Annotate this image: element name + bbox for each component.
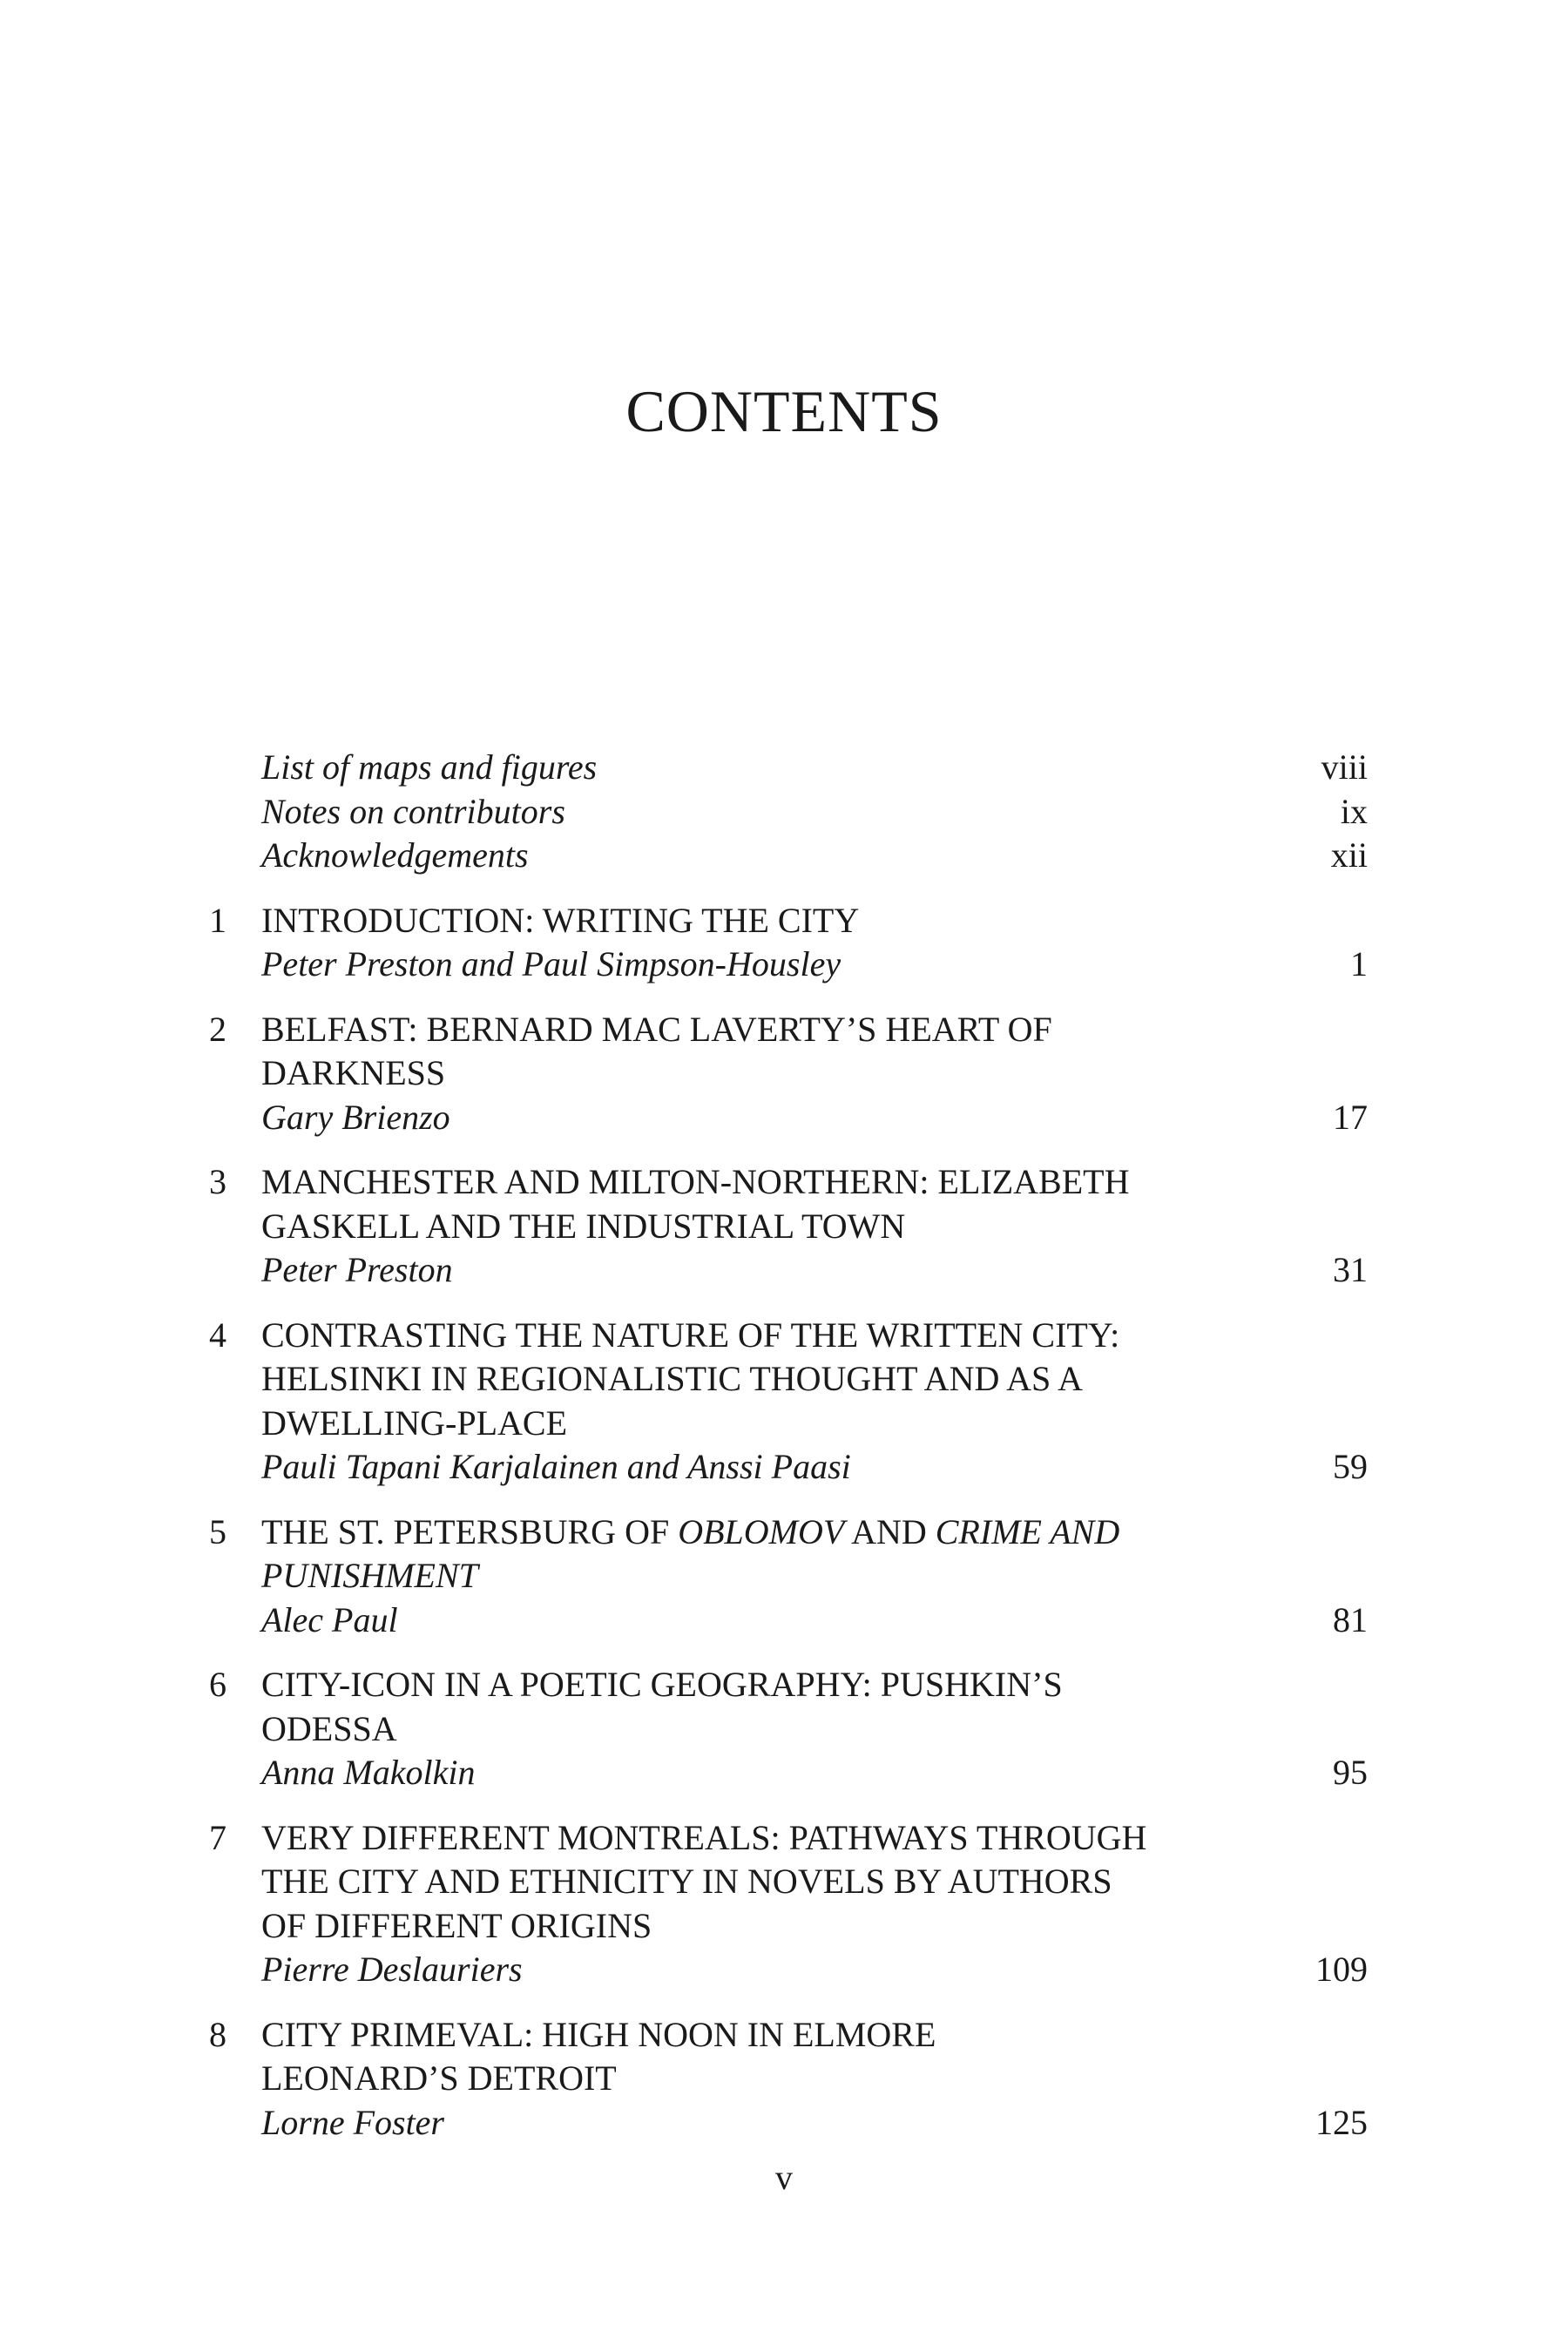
chapter-number: 3: [209, 1162, 226, 1201]
chapter-number: 7: [209, 1817, 226, 1857]
chapter-page: 95: [1333, 1753, 1368, 1792]
chapter-number: 8: [209, 2014, 226, 2054]
chapter-title-line: CITY PRIMEVAL: HIGH NOON IN ELMORE: [261, 2014, 936, 2054]
toc-chapter-4[interactable]: [209, 1314, 1368, 1490]
chapter-title-line: BELFAST: BERNARD MAC LAVERTY’S HEART OF: [261, 1009, 1052, 1049]
toc-entry-list-of-maps[interactable]: [209, 746, 1368, 790]
chapter-number: 2: [209, 1009, 226, 1049]
table-of-contents: [209, 746, 1368, 2145]
chapter-title-line: THE CITY AND ETHNICITY IN NOVELS BY AUTHORS: [261, 1862, 1112, 1901]
entry-label: Acknowledgements: [261, 835, 529, 875]
entry-page: viii: [1321, 747, 1368, 787]
chapter-number: 5: [209, 1511, 226, 1551]
toc-chapter-7[interactable]: [209, 1816, 1368, 1992]
chapter-title-line: INTRODUCTION: WRITING THE CITY: [261, 900, 860, 940]
chapter-title-line: CONTRASTING THE NATURE OF THE WRITTEN CITY:: [261, 1315, 1120, 1355]
chapter-title-line: OF DIFFERENT ORIGINS: [261, 1905, 652, 1945]
page-title: CONTENTS: [625, 378, 943, 444]
toc-chapter-1[interactable]: [209, 899, 1368, 987]
toc-entry-notes-on-contributors[interactable]: [209, 790, 1368, 835]
toc-entry-acknowledgements[interactable]: [209, 834, 1368, 878]
chapter-title-line: MANCHESTER AND MILTON-NORTHERN: ELIZABETH: [261, 1162, 1130, 1201]
toc-chapter-8[interactable]: [209, 2013, 1368, 2146]
chapter-page: 109: [1315, 1950, 1368, 1989]
entry-page: ix: [1340, 791, 1368, 831]
chapter-number: 4: [209, 1315, 226, 1355]
entry-label: List of maps and figures: [261, 747, 598, 787]
chapter-page: 17: [1333, 1097, 1368, 1137]
chapter-title-line: CITY-ICON IN A POETIC GEOGRAPHY: PUSHKIN’S: [261, 1665, 1063, 1704]
chapter-author: Peter Preston and Paul Simpson-Housley: [261, 944, 841, 983]
toc-chapter-5[interactable]: [209, 1511, 1368, 1643]
entry-page: xii: [1330, 835, 1368, 875]
chapter-title-line: ODESSA: [261, 1708, 397, 1748]
chapter-page: 31: [1333, 1250, 1368, 1289]
chapter-author: Lorne Foster: [261, 2102, 444, 2142]
chapter-title-line: HELSINKI IN REGIONALISTIC THOUGHT AND AS A: [261, 1359, 1083, 1398]
chapter-title-line: DARKNESS: [261, 1053, 446, 1092]
toc-chapter-2[interactable]: [209, 1008, 1368, 1140]
chapter-page: 125: [1315, 2102, 1368, 2142]
title-prefix: THE ST. PETERSBURG OF: [261, 1511, 679, 1551]
chapter-title-line: DWELLING-PLACE: [261, 1402, 568, 1443]
chapter-author: Gary Brienzo: [261, 1097, 450, 1137]
chapter-author: Anna Makolkin: [261, 1753, 476, 1792]
chapter-author: Pierre Deslauriers: [261, 1950, 523, 1989]
chapter-page: 81: [1333, 1599, 1368, 1639]
chapter-page: 1: [1350, 944, 1368, 983]
chapter-author: Peter Preston: [261, 1250, 453, 1289]
chapter-title-line: [261, 1511, 1368, 1555]
entry-label: Notes on contributors: [261, 791, 565, 831]
chapter-author: Pauli Tapani Karjalainen and Anssi Paasi: [261, 1447, 851, 1486]
toc-chapter-6[interactable]: [209, 1663, 1368, 1795]
chapter-title-line: VERY DIFFERENT MONTREALS: PATHWAYS THROUGH: [261, 1817, 1147, 1857]
chapter-title-line: GASKELL AND THE INDUSTRIAL TOWN: [261, 1206, 906, 1246]
title-middle: AND: [844, 1511, 936, 1551]
chapter-number: 1: [209, 900, 226, 940]
toc-chapter-3[interactable]: [209, 1160, 1368, 1293]
chapter-page: 59: [1333, 1447, 1368, 1486]
title-italic-crime: CRIME AND: [935, 1511, 1120, 1551]
chapter-author: Alec Paul: [261, 1599, 398, 1639]
chapter-number: 6: [209, 1665, 226, 1704]
folio-page-number: v: [775, 2158, 793, 2197]
title-italic-oblomov: OBLOMOV: [678, 1511, 845, 1551]
chapter-title-line: PUNISHMENT: [261, 1556, 478, 1595]
chapter-title-line: LEONARD’S DETROIT: [261, 2058, 617, 2098]
